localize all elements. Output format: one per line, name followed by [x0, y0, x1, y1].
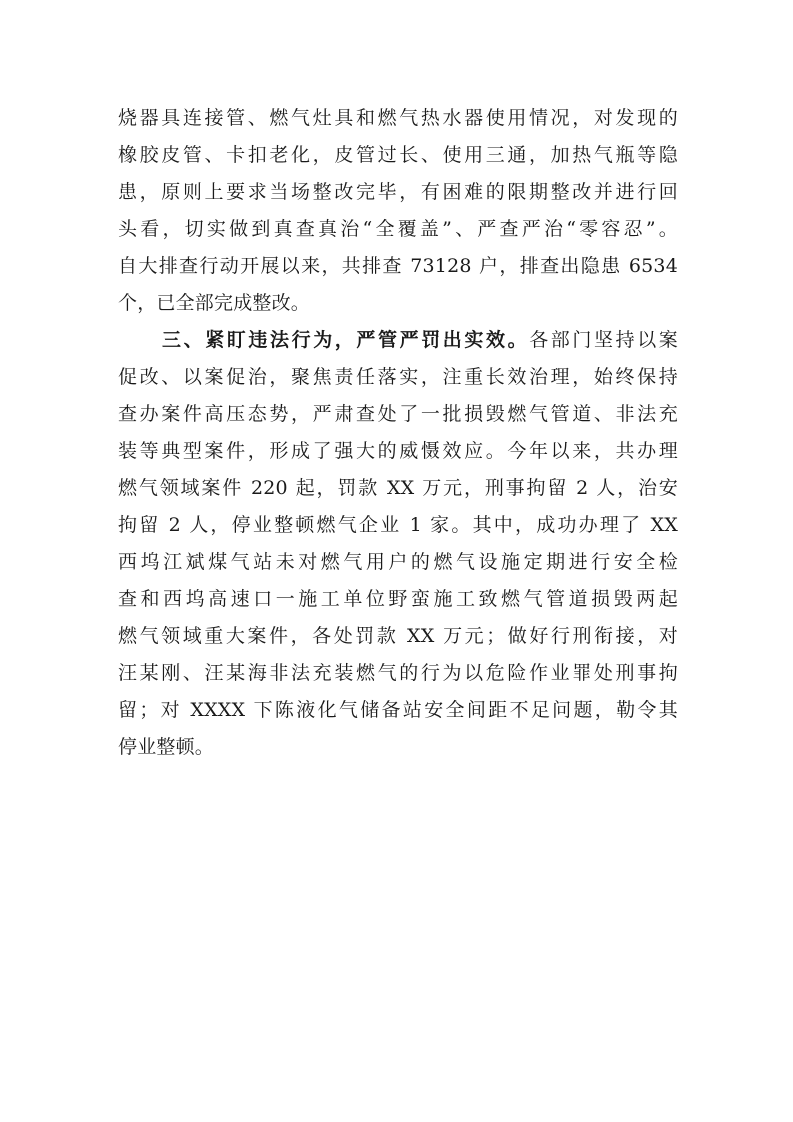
text-line: 烧器具连接管、燃气灶具和燃气热水器使用情况，对发现的 — [118, 107, 678, 129]
text-line: 停业整顿。 — [118, 736, 215, 758]
text-line: 留；对 XXXX 下陈液化气储备站安全间距不足问题，勒令其 — [118, 699, 678, 721]
text-line: 拘留 2 人，停业整顿燃气企业 1 家。其中，成功办理了 XX — [118, 514, 678, 536]
text-line: 头看，切实做到真查真治“全覆盖”、严查严治“零容忍”。 — [118, 218, 678, 240]
text-line: 促改、以案促治，聚焦责任落实，注重长效治理，始终保持 — [118, 366, 678, 388]
text-line: 燃气领域案件 220 起，罚款 XX 万元，刑事拘留 2 人，治安 — [118, 477, 678, 499]
document-body — [118, 100, 678, 766]
text-line: 汪某刚、汪某海非法充装燃气的行为以危险作业罪处刑事拘 — [118, 662, 678, 684]
text-line: 查和西坞高速口一施工单位野蛮施工致燃气管道损毁两起 — [118, 588, 678, 610]
paragraph-2 — [118, 322, 678, 766]
section-heading: 三、紧盯违法行为，严管严罚出实效。 — [162, 329, 530, 351]
text-line: 燃气领域重大案件，各处罚款 XX 万元；做好行刑衔接，对 — [118, 625, 678, 647]
text-line: 自大排查行动开展以来，共排查 73128 户，排查出隐患 6534 — [118, 255, 678, 277]
text-line: 装等典型案件，形成了强大的威慑效应。今年以来，共办理 — [118, 440, 678, 462]
paragraph-1 — [118, 100, 678, 322]
text-line: 西坞江斌煤气站未对燃气用户的燃气设施定期进行安全检 — [118, 551, 678, 573]
text-line: 患，原则上要求当场整改完毕，有困难的限期整改并进行回 — [118, 181, 678, 203]
text-run: 各部门坚持以案 — [529, 329, 679, 351]
text-line: 橡胶皮管、卡扣老化，皮管过长、使用三通，加热气瓶等隐 — [118, 144, 678, 166]
paragraph-first-line — [118, 322, 678, 359]
text-line: 个，已全部完成整改。 — [118, 292, 311, 314]
text-line: 查办案件高压态势，严肃查处了一批损毁燃气管道、非法充 — [118, 403, 678, 425]
